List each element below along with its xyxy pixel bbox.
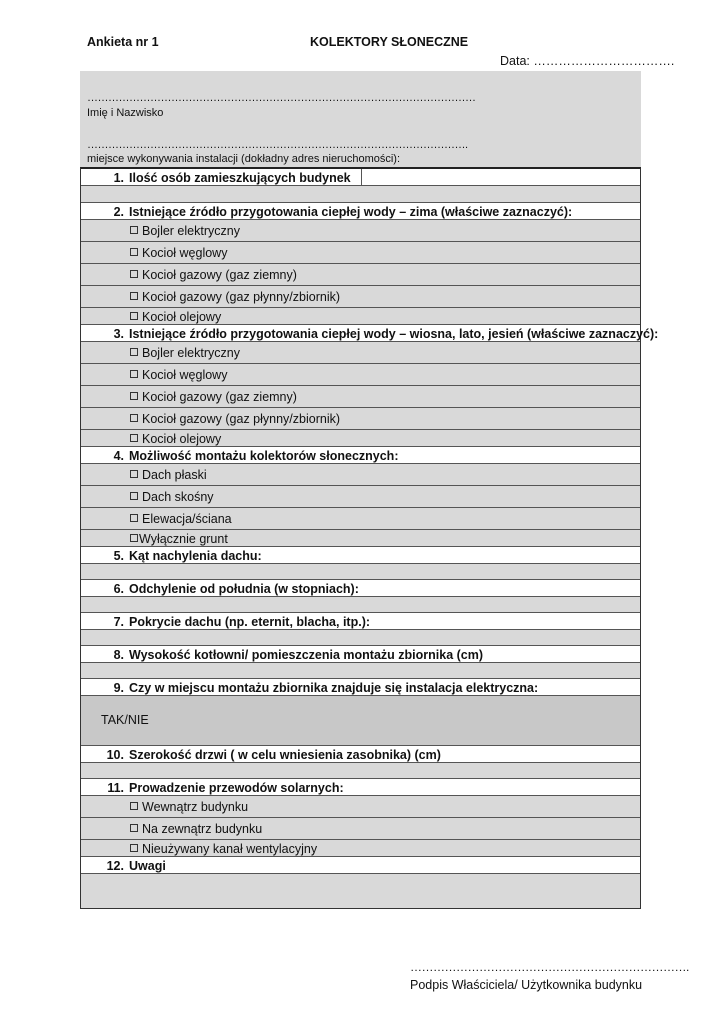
option-label: Na zewnątrz budynku: [142, 822, 263, 836]
option-row[interactable]: [81, 508, 640, 530]
question-text: Kąt nachylenia dachu:: [129, 549, 262, 563]
signature-label: Podpis Właściciela/ Użytkownika budynku: [410, 978, 643, 992]
option-row[interactable]: [81, 818, 640, 840]
question-number: 7.: [113, 615, 124, 629]
question-number: 12.: [106, 859, 124, 873]
option-label: Kocioł gazowy (gaz ziemny): [142, 268, 297, 282]
checkbox[interactable]: [130, 226, 138, 234]
question-row: [81, 447, 640, 464]
answer-field[interactable]: [81, 186, 640, 203]
checkbox[interactable]: [130, 470, 138, 478]
option-row[interactable]: [81, 308, 640, 325]
address-input-line[interactable]: ……………………………………………………………………………………………….: [87, 139, 468, 151]
checkbox[interactable]: [130, 312, 138, 320]
answer-field[interactable]: [81, 663, 640, 679]
option-label: Kocioł olejowy: [142, 432, 222, 446]
checkbox[interactable]: [130, 414, 138, 422]
option-label: Kocioł gazowy (gaz ziemny): [142, 390, 297, 404]
answer-field[interactable]: [81, 696, 640, 746]
option-label: Dach skośny: [142, 490, 214, 504]
checkbox[interactable]: [130, 392, 138, 400]
yes-no-answer[interactable]: TAK/NIE: [101, 713, 149, 727]
checkbox[interactable]: [130, 534, 138, 542]
question-number: 8.: [113, 648, 124, 662]
option-row[interactable]: [81, 242, 640, 264]
questionnaire-table: [80, 167, 659, 909]
question-row: [81, 325, 659, 342]
name-label: Imię i Nazwisko: [87, 107, 164, 119]
option-label: Kocioł węglowy: [142, 246, 228, 260]
option-row[interactable]: [81, 220, 640, 242]
question-text: Czy w miejscu montażu zbiornika znajduje się instalacja elektryczna:: [129, 681, 539, 695]
question-text: Możliwość montażu kolektorów słonecznych:: [129, 449, 399, 463]
question-number: 2.: [113, 205, 124, 219]
option-label: Wewnątrz budynku: [142, 800, 249, 814]
option-row[interactable]: [81, 430, 640, 447]
question-text: Uwagi: [129, 859, 166, 873]
checkbox[interactable]: [130, 348, 138, 356]
option-label: Dach płaski: [142, 468, 207, 482]
option-label: Kocioł węglowy: [142, 368, 228, 382]
question-number: 3.: [113, 327, 124, 341]
survey-number: Ankieta nr 1: [87, 35, 159, 49]
option-label: Kocioł gazowy (gaz płynny/zbiornik): [142, 412, 341, 426]
option-row[interactable]: [81, 386, 640, 408]
question-number: 5.: [113, 549, 124, 563]
checkbox[interactable]: [130, 434, 138, 442]
checkbox[interactable]: [130, 844, 138, 852]
answer-field[interactable]: [81, 763, 640, 779]
option-label: Kocioł gazowy (gaz płynny/zbiornik): [142, 290, 341, 304]
name-input-line[interactable]: …………………………………………………………………………………………………: [87, 92, 476, 104]
checkbox[interactable]: [130, 370, 138, 378]
question-number: 10.: [106, 748, 124, 762]
question-number: 6.: [113, 582, 124, 596]
address-label: miejsce wykonywania instalacji (dokładny adres nieruchomości):: [87, 153, 401, 165]
question-number: 1.: [113, 171, 124, 185]
checkbox[interactable]: [130, 492, 138, 500]
answer-field[interactable]: [81, 630, 640, 646]
question-row: [81, 580, 640, 597]
option-row[interactable]: [81, 264, 640, 286]
question-row: [81, 779, 640, 796]
question-number: 9.: [113, 681, 124, 695]
question-row: [81, 547, 640, 564]
question-row: [81, 679, 640, 696]
checkbox[interactable]: [130, 514, 138, 522]
question-number: 11.: [107, 781, 124, 795]
option-row[interactable]: [81, 408, 640, 430]
question-text: Istniejące źródło przygotowania ciepłej wody – zima (właściwe zaznaczyć):: [129, 205, 573, 219]
question-number: 4.: [113, 449, 124, 463]
option-label: Bojler elektryczny: [142, 346, 240, 360]
option-row[interactable]: [81, 530, 640, 547]
checkbox[interactable]: [130, 802, 138, 810]
checkbox[interactable]: [130, 248, 138, 256]
option-row[interactable]: [81, 286, 640, 308]
option-row[interactable]: [81, 486, 640, 508]
question-text: Odchylenie od południa (w stopniach):: [129, 582, 359, 596]
option-row[interactable]: [81, 464, 640, 486]
question-row: [81, 613, 640, 630]
option-label: Kocioł olejowy: [142, 310, 222, 324]
checkbox[interactable]: [130, 824, 138, 832]
form-title: KOLEKTORY SŁONECZNE: [310, 35, 469, 49]
checkbox[interactable]: [130, 270, 138, 278]
answer-field[interactable]: [81, 564, 640, 580]
answer-field[interactable]: [81, 597, 640, 613]
remarks-field[interactable]: [81, 874, 640, 908]
question-row: [81, 169, 640, 186]
option-label: Nieużywany kanał wentylacyjny: [142, 842, 318, 856]
question-text: Pokrycie dachu (np. eternit, blacha, itp.):: [129, 615, 371, 629]
question-text: Prowadzenie przewodów solarnych:: [129, 781, 344, 795]
question-row: [81, 857, 640, 874]
option-row[interactable]: [81, 364, 640, 386]
option-label: Elewacja/ściana: [142, 512, 232, 526]
option-label: Bojler elektryczny: [142, 224, 240, 238]
question-row: [81, 746, 640, 763]
question-text: Szerokość drzwi ( w celu wniesienia zasobnika) (cm): [129, 748, 441, 762]
date-field[interactable]: Data: …………………………….: [500, 54, 675, 68]
question-row: [81, 646, 640, 663]
question-text: Istniejące źródło przygotowania ciepłej wody – wiosna, lato, jesień (właściwe zaznaczyć):: [129, 327, 659, 341]
option-label: Wyłącznie grunt: [139, 532, 228, 546]
signature-line[interactable]: ……………………………………………………………….: [410, 960, 689, 974]
option-row[interactable]: [81, 840, 640, 857]
option-row[interactable]: [81, 342, 640, 364]
identity-section: [80, 71, 641, 167]
checkbox[interactable]: [130, 292, 138, 300]
question-text: Ilość osób zamieszkujących budynek: [129, 171, 351, 185]
question-row: [81, 203, 640, 220]
question-text: Wysokość kotłowni/ pomieszczenia montażu zbiornika (cm): [129, 648, 484, 662]
option-row[interactable]: [81, 796, 640, 818]
